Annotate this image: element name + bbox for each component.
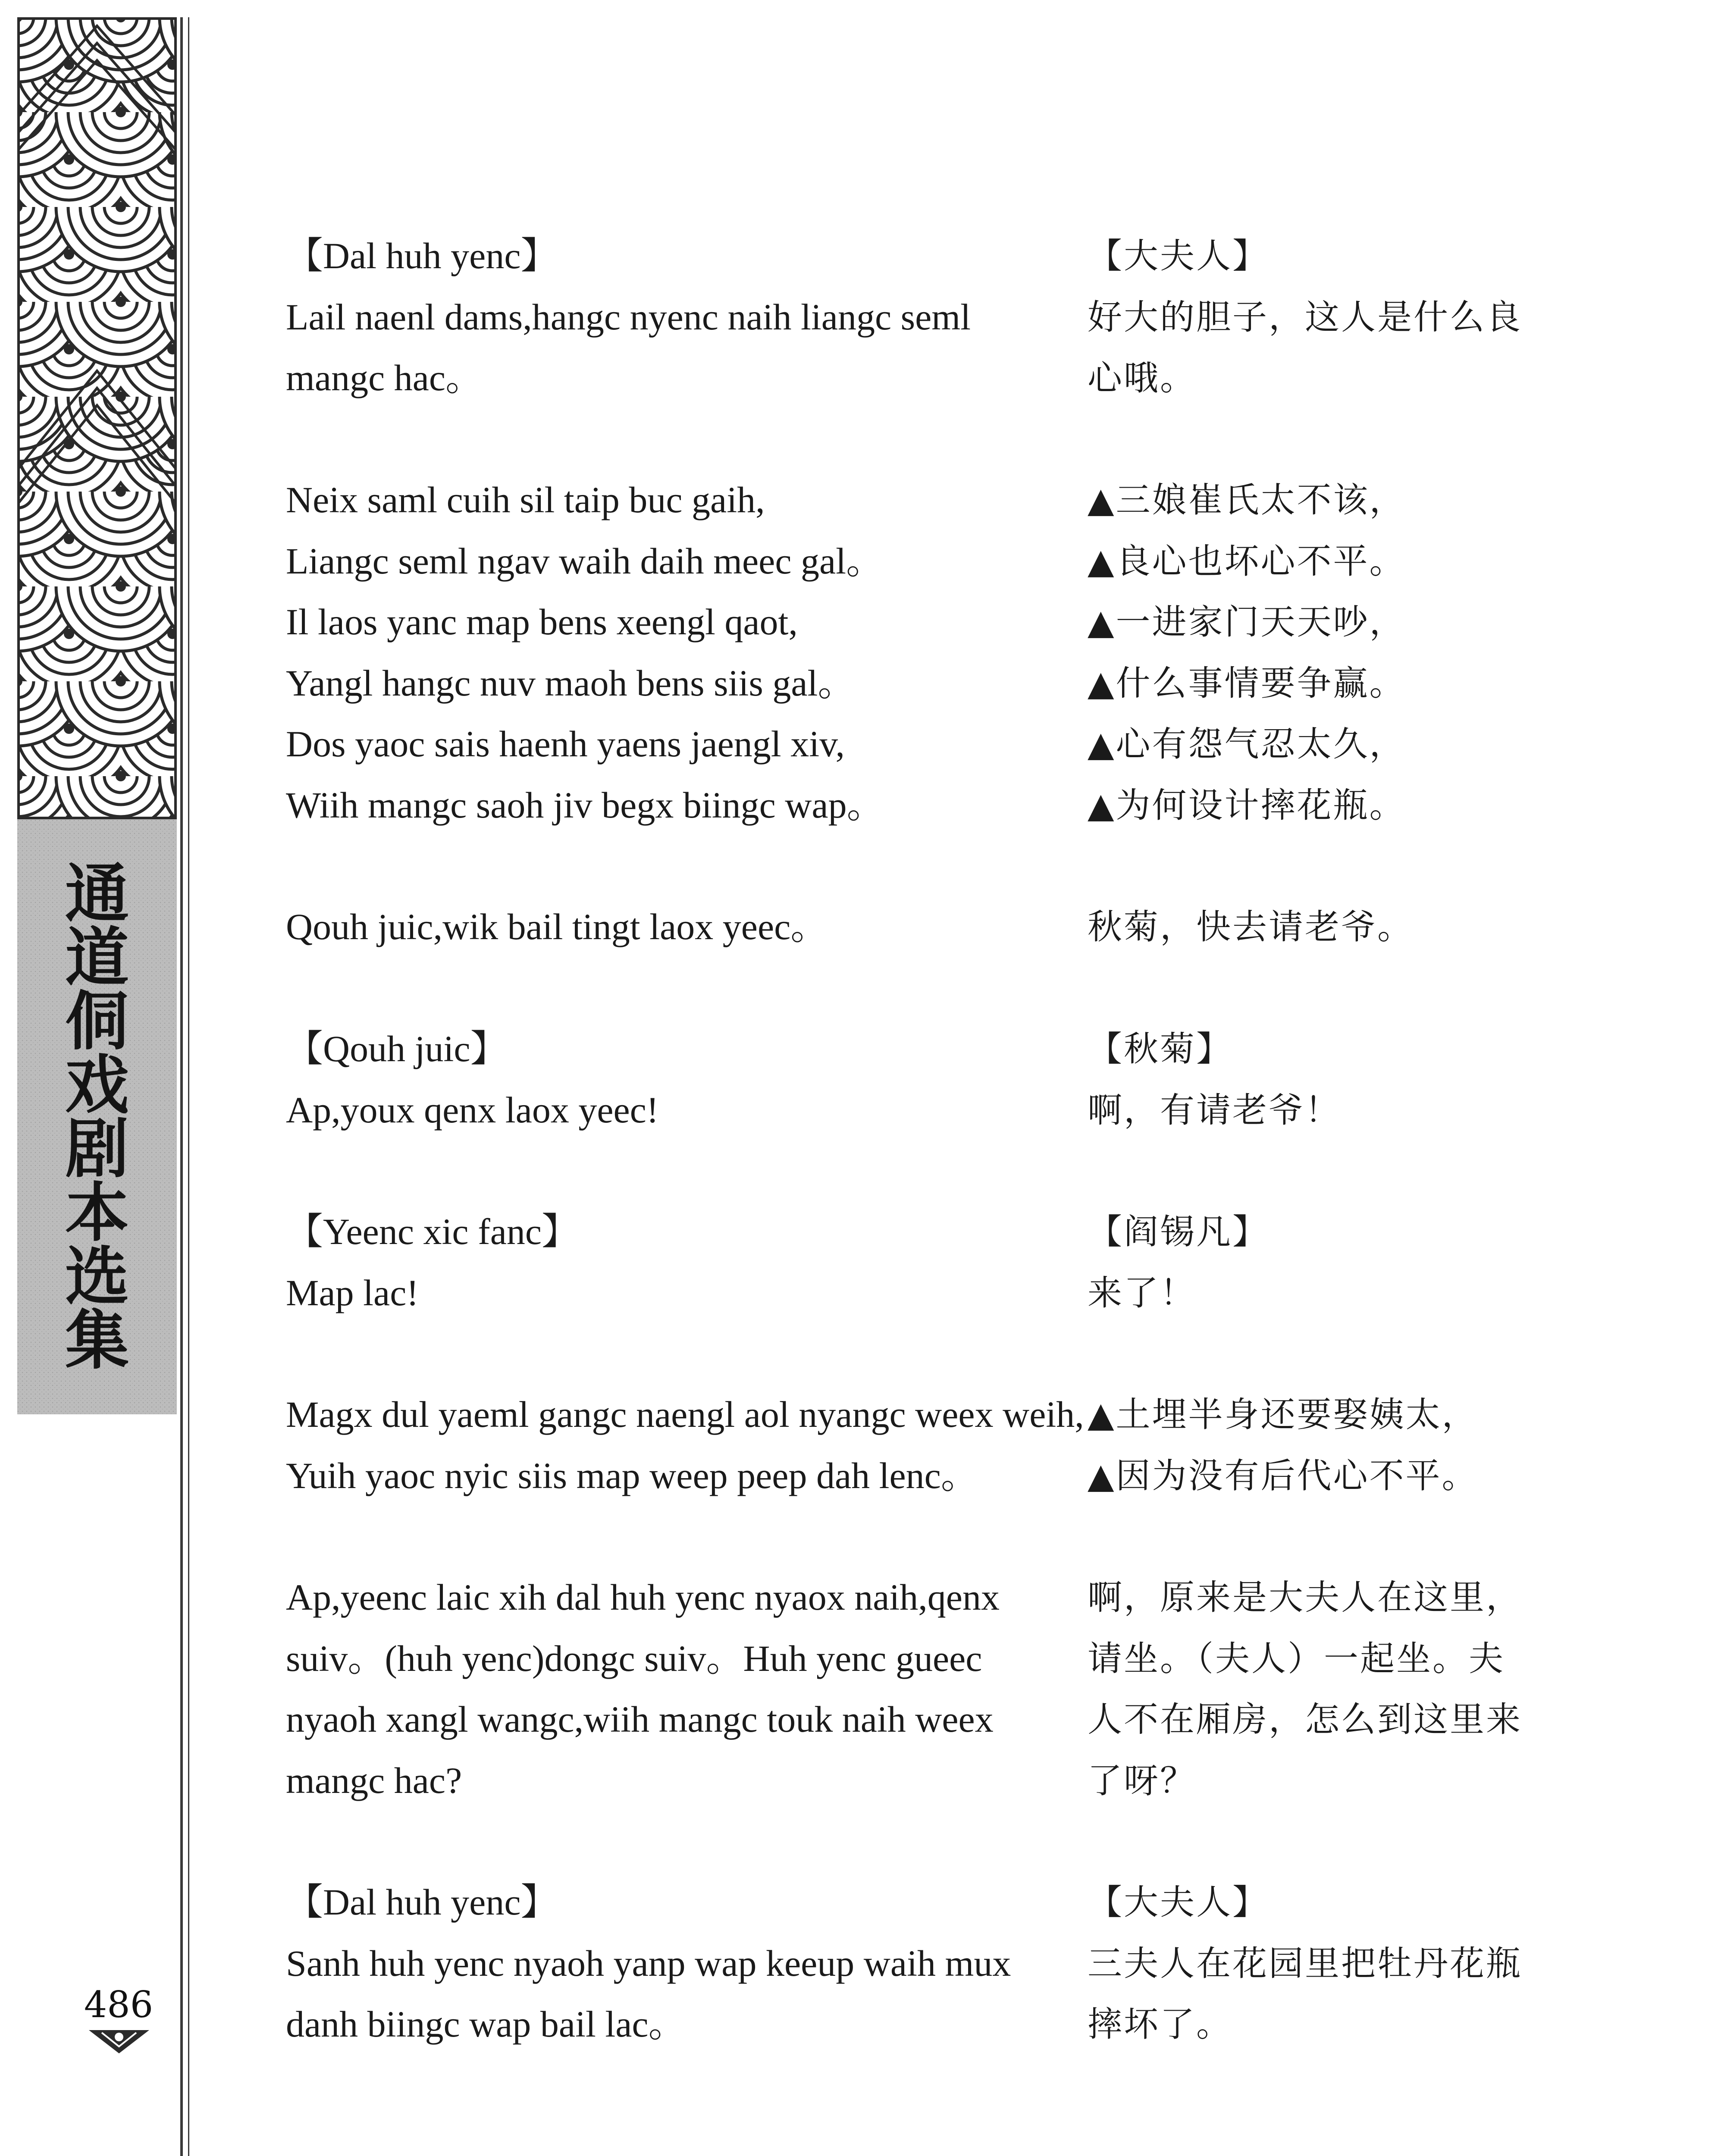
speaker-label: 【阎锡凡】	[1088, 1212, 1269, 1252]
pinyin-line: Yangl hangc nuv maoh bens siis gal。	[286, 662, 855, 704]
book-title-char: 戏	[65, 1047, 129, 1122]
chinese-line: 请坐。（夫人）一起坐。夫	[1088, 1638, 1505, 1679]
chinese-line: ▲为何设计摔花瓶。	[1088, 785, 1406, 825]
chinese-block	[1088, 1872, 1553, 2055]
pinyin-line: Wiih mangc saoh jiv begx biingc wap。	[286, 784, 884, 826]
book-title-panel	[17, 819, 177, 1414]
book-title-char: 道	[65, 920, 129, 995]
pinyin-line: Ap,yeenc laic xih dal huh yenc nyaox naih,qenx	[286, 1576, 1000, 1618]
chinese-line: 好大的胆子，这人是什么良	[1088, 297, 1522, 337]
book-title-char: 集	[65, 1303, 129, 1378]
chinese-block	[1088, 1384, 1553, 1506]
chinese-line: 人不在厢房，怎么到这里来	[1088, 1699, 1522, 1739]
chinese-line: 来了！	[1088, 1272, 1196, 1313]
chinese-line: 啊，有请老爷！	[1088, 1090, 1341, 1130]
speaker-label: 【Yeenc xic fanc】	[286, 1211, 579, 1252]
pinyin-line: Dos yaoc sais haenh yaens jaengl xiv,	[286, 723, 845, 765]
pinyin-line: Ap,youx qenx laox yeec!	[286, 1089, 659, 1131]
speaker-label: 【秋菊】	[1088, 1029, 1232, 1069]
chinese-line: ▲良心也坏心不平。	[1088, 541, 1406, 581]
chinese-block	[1088, 470, 1553, 836]
pinyin-block	[286, 470, 1038, 836]
book-title-char: 选	[65, 1239, 129, 1314]
speaker-label: 【Dal huh yenc】	[286, 235, 558, 276]
chinese-line: 了呀？	[1088, 1760, 1196, 1801]
pinyin-block	[286, 1201, 1038, 1323]
chinese-block	[1088, 1018, 1553, 1141]
chinese-line: ▲一进家门天天吵，	[1088, 602, 1406, 642]
pinyin-line: Liangc seml ngav waih daih meec gal。	[286, 540, 884, 582]
pinyin-line: Magx dul yaeml gangc naengl aol nyangc weex weih,	[286, 1394, 1084, 1435]
chinese-line: ▲什么事情要争赢。	[1088, 663, 1406, 703]
chinese-line: 三夫人在花园里把牡丹花瓶	[1088, 1943, 1522, 1984]
chinese-line: 心哦。	[1088, 358, 1196, 398]
chinese-line: 摔坏了。	[1088, 2004, 1232, 2044]
chinese-line: ▲三娘崔氏太不该，	[1088, 480, 1406, 520]
speaker-label: 【Qouh juic】	[286, 1028, 508, 1069]
pinyin-line: nyaoh xangl wangc,wiih mangc touk naih weex	[286, 1698, 994, 1740]
chinese-line: ▲因为没有后代心不平。	[1088, 1455, 1478, 1496]
chinese-line: 秋菊，快去请老爷。	[1088, 907, 1414, 947]
pinyin-block	[286, 896, 1038, 958]
pinyin-line: Map lac!	[286, 1272, 419, 1313]
pinyin-block	[286, 1384, 1084, 1506]
pinyin-block	[286, 1872, 1038, 2055]
book-title	[17, 819, 177, 1414]
chinese-line: 啊，原来是大夫人在这里，	[1088, 1577, 1522, 1617]
margin-rule	[180, 17, 183, 2156]
pinyin-block	[286, 1018, 1038, 1141]
book-title-char: 本	[65, 1175, 129, 1250]
book-title-char: 侗	[65, 984, 129, 1059]
pinyin-line: Qouh juic,wik bail tingt laox yeec。	[286, 906, 828, 947]
chinese-line: ▲心有怨气忍太久，	[1088, 724, 1406, 764]
pinyin-line: mangc hac?	[286, 1759, 462, 1801]
chinese-block	[1088, 896, 1553, 958]
sidebar	[0, 0, 185, 2156]
page-number: 486	[84, 1984, 154, 2026]
pinyin-line: Yuih yaoc nyic siis map weep peep dah lenc。	[286, 1454, 978, 1496]
pinyin-line: mangc hac。	[286, 357, 483, 398]
book-title-char: 剧	[65, 1111, 129, 1186]
pinyin-line: Neix saml cuih sil taip buc gaih,	[286, 479, 765, 520]
pinyin-line: Sanh huh yenc nyaoh yanp wap keeup waih mux	[286, 1942, 1011, 1984]
leaf-ornament-icon	[89, 2027, 149, 2057]
pinyin-block	[286, 226, 1038, 409]
cloud-pattern-decoration	[17, 17, 177, 819]
chinese-block	[1088, 1201, 1553, 1323]
pinyin-line: danh biingc wap bail lac。	[286, 2003, 686, 2045]
chinese-block	[1088, 1567, 1553, 1811]
pinyin-block	[286, 1567, 1038, 1811]
speaker-label: 【大夫人】	[1088, 1882, 1269, 1922]
book-title-char: 通	[65, 856, 129, 931]
margin-rule-thin	[188, 17, 189, 2156]
speaker-label: 【大夫人】	[1088, 236, 1269, 276]
pinyin-line: Il laos yanc map bens xeengl qaot,	[286, 601, 798, 642]
chinese-line: ▲土埋半身还要娶姨太，	[1088, 1395, 1478, 1435]
speaker-label: 【Dal huh yenc】	[286, 1881, 558, 1923]
chinese-block	[1088, 226, 1553, 409]
pinyin-line: suiv。(huh yenc)dongc suiv。Huh yenc gueec	[286, 1637, 982, 1679]
pinyin-line: Lail naenl dams,hangc nyenc naih liangc seml	[286, 296, 971, 338]
